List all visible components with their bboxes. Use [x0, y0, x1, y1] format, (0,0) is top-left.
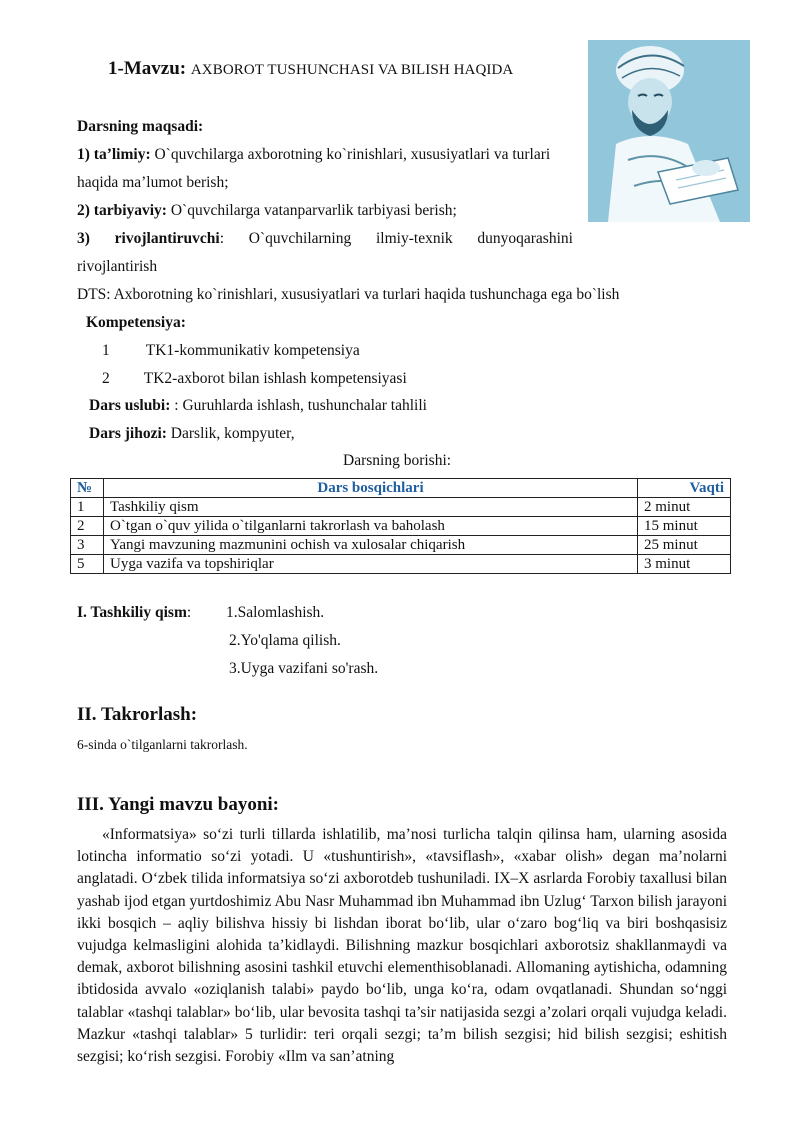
goal-1: 1) ta’limiy: O`quvchilarga axborotning ko`rinishlari, xususiyatlari va turlari	[77, 146, 551, 163]
table-cell: O`tgan o`quv yilida o`tilganlarni takrorlash va baholash	[104, 517, 638, 536]
table-cell: 1	[71, 498, 104, 517]
organizational-item: 1.Salomlashish.	[226, 604, 325, 621]
organizational-item: 2.Yo'qlama qilish.	[229, 632, 341, 649]
table-cell: 3	[71, 536, 104, 555]
lesson-equipment: Dars jihozi: Darslik, kompyuter,	[89, 425, 295, 442]
review-text: 6-sinda o`tilganlarni takrorlash.	[77, 737, 248, 752]
goal-1-continued: haqida ma’lumot berish;	[77, 174, 229, 191]
table-cell: 3 minut	[638, 555, 731, 574]
table-cell: 15 minut	[638, 517, 731, 536]
table-header-row	[71, 479, 731, 498]
table-cell: 2 minut	[638, 498, 731, 517]
lesson-plan-table	[70, 478, 731, 574]
competency-item: 1 TK1-kommunikativ kompetensiya	[102, 342, 360, 359]
title-text: AXBOROT TUSHUNCHASI VA BILISH HAQIDA	[190, 62, 514, 78]
goals-heading: Darsning maqsadi:	[77, 118, 204, 135]
table-cell: 2	[71, 517, 104, 536]
table-cell: 25 minut	[638, 536, 731, 555]
table-cell: Tashkiliy qism	[104, 498, 638, 517]
paragraph-text: «Informatsiya» so‘zi turli tillarda ishlatilib, ma’nosi turlicha talqin qilinsa ham, ularning asosida lotincha informatio so‘zi yotadi. U «tushuntirish», «tavsiflash», «xabar olish» degan ma’nolarni anglatadi. O‘zbek tilida informatsiya so‘zi axborotdeb tushuniladi. IX–X asrlarda Forobiy taxallusi bilan yashab ijod etgan yurtdoshimiz Abu Nasr Muhammad ibn Muhammad ibn Uzlug‘ Tarxon bilish jarayoni ikki bosqich – aqliy bilishva hissiy bi lishdan iborat bo‘lib, ular o‘zaro bog‘liq va biri boshqasisiz vujudga kelmasligini alohida ta’kidlaydi. Bilishning mazkur bosqichlari axborotsiz shakllanmaydi va demak, axborot bilishning asosini tashkil etuvchi elementhisoblanadi. Allomaning aytishicha, odamning ibtidosida avvalo «oziqlanish talabi» paydo bo‘lib, unga ko‘ra, odam ovqatlanadi. Shundan so‘nggi talablar «tashqi talablar» bo‘lib, ular bevosita tashqi ta’sir natijasida sezgi a’zolari orqali vujudga keladi. Mazkur «tashqi talablar» 5 turlidir: teri orqali sezgi; ta’m bilish sezgisi; hid bilish sezgisi; eshitish sezgisi; ko‘rish sezgisi. Forobiy «Ilm va san’atning	[77, 826, 727, 1066]
table-row	[71, 555, 731, 574]
competency-heading: Kompetensiya:	[86, 314, 186, 331]
goal-3-continued: rivojlantirish	[77, 258, 158, 275]
organizational-item: 3.Uyga vazifani so'rash.	[229, 660, 379, 677]
table-cell: 5	[71, 555, 104, 574]
goal-2: 2) tarbiyaviy: O`quvchilarga vatanparvarlik tarbiyasi berish;	[77, 202, 457, 219]
dts-line: DTS: Axborotning ko`rinishlari, xususiyatlari va turlari haqida tushunchaga ega bo`lish	[77, 286, 620, 303]
lesson-flow-title: Darsning borishi:	[343, 452, 452, 469]
review-heading: II. Takrorlash:	[77, 704, 198, 725]
new-topic-heading: III. Yangi mavzu bayoni:	[77, 794, 280, 815]
competency-item: 2 TK2-axborot bilan ishlash kompetensiyasi	[102, 370, 407, 387]
table-cell: Yangi mavzuning mazmunini ochish va xulosalar chiqarish	[104, 536, 638, 555]
new-topic-paragraph	[77, 824, 727, 1068]
table-cell: Uyga vazifa va topshiriqlar	[104, 555, 638, 574]
col-header-stages: Dars bosqichlari	[104, 479, 638, 498]
lesson-method: Dars uslubi: : Guruhlarda ishlash, tushunchalar tahlili	[89, 397, 427, 414]
page-title	[108, 58, 513, 80]
organizational-part: I. Tashkiliy qism:	[77, 604, 192, 621]
col-header-number: №	[71, 479, 104, 498]
table-row	[71, 517, 731, 536]
portrait-image	[588, 40, 750, 222]
table-row	[71, 498, 731, 517]
goal-3: 3) rivojlantiruvchi: O`quvchilarning ilmiy-texnik dunyoqarashini	[77, 230, 573, 247]
col-header-time: Vaqti	[638, 479, 731, 498]
title-number: 1-Mavzu:	[108, 58, 187, 79]
portrait-illustration	[588, 40, 750, 222]
table-row	[71, 536, 731, 555]
